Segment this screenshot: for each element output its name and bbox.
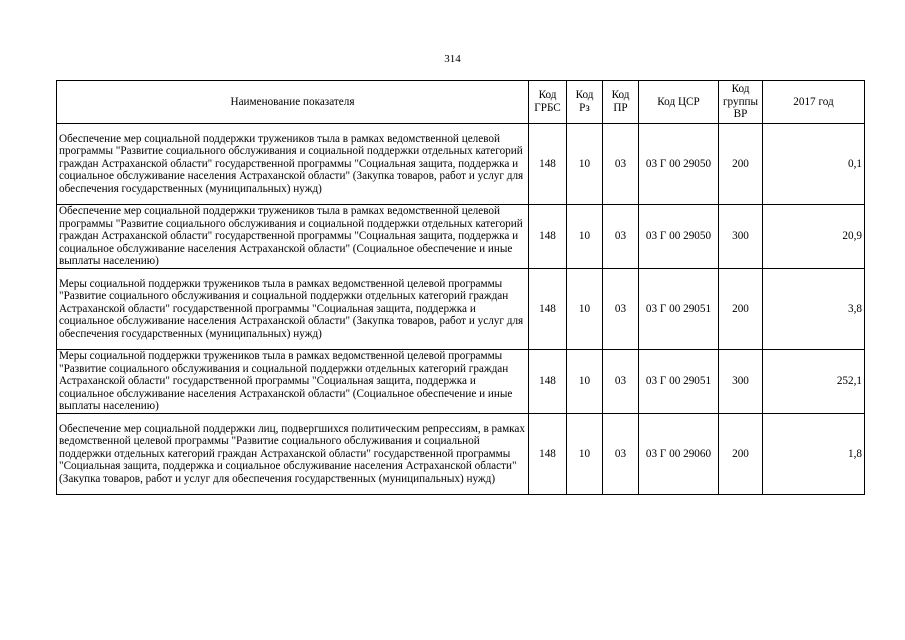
row-rz: 10	[567, 350, 603, 414]
header-csr: Код ЦСР	[639, 81, 719, 124]
row-rz: 10	[567, 124, 603, 205]
header-year: 2017 год	[763, 81, 865, 124]
row-name: Обеспечение мер социальной поддержки лиц, подвергшихся политическим репрессиям, в рамках ведомственной целевой программы "Развитие социального обслуживания и социальной поддержки отдельных категорий граждан Астраханской области" государственной программы "Социальная защита, поддержка и социальное обслуживание населения Астраханской области" (Закупка товаров, работ и услуг для обеспечения государственных (муниципальных) нужд)	[57, 414, 529, 495]
row-amount: 1,8	[763, 414, 865, 495]
row-vr: 200	[719, 414, 763, 495]
header-pr: Код ПР	[603, 81, 639, 124]
row-pr: 03	[603, 269, 639, 350]
row-amount: 20,9	[763, 205, 865, 269]
row-amount: 252,1	[763, 350, 865, 414]
row-amount: 3,8	[763, 269, 865, 350]
row-name: Обеспечение мер социальной поддержки тружеников тыла в рамках ведомственной целевой программы "Развитие социального обслуживания и социальной поддержки отдельных категорий граждан Астраханской области" государственной программы "Социальная защита, поддержка и социальное обслуживание населения Астраханской области" (Закупка товаров, работ и услуг для обеспечения государственных (муниципальных) нужд)	[57, 124, 529, 205]
row-pr: 03	[603, 350, 639, 414]
row-name: Меры социальной поддержки тружеников тыла в рамках ведомственной целевой программы "Развитие социального обслуживания и социальной поддержки отдельных категорий граждан Астраханской области" государственной программы "Социальная защита, поддержка и социальное обслуживание населения Астраханской области" (Социальное обеспечение и иные выплаты населению)	[57, 350, 529, 414]
row-csr: 03 Г 00 29051	[639, 350, 719, 414]
table-header-row	[57, 81, 865, 124]
row-csr: 03 Г 00 29051	[639, 269, 719, 350]
row-name: Обеспечение мер социальной поддержки тружеников тыла в рамках ведомственной целевой программы "Развитие социального обслуживания и социальной поддержки отдельных категорий граждан Астраханской области" государственной программы "Социальная защита, поддержка и социальное обслуживание населения Астраханской области" (Социальное обеспечение и иные выплаты населению)	[57, 205, 529, 269]
row-vr: 300	[719, 350, 763, 414]
row-csr: 03 Г 00 29060	[639, 414, 719, 495]
table-row	[57, 414, 865, 495]
row-grbs: 148	[529, 205, 567, 269]
header-vr: Код группы ВР	[719, 81, 763, 124]
row-amount: 0,1	[763, 124, 865, 205]
page-number: 314	[444, 53, 461, 65]
row-vr: 200	[719, 124, 763, 205]
table-row	[57, 124, 865, 205]
row-rz: 10	[567, 269, 603, 350]
row-name: Меры социальной поддержки тружеников тыла в рамках ведомственной целевой программы "Развитие социального обслуживания и социальной поддержки отдельных категорий граждан Астраханской области" государственной программы "Социальная защита, поддержка и социальное обслуживание населения Астраханской области" (Закупка товаров, работ и услуг для обеспечения государственных (муниципальных) нужд)	[57, 269, 529, 350]
header-name: Наименование показателя	[57, 81, 529, 124]
row-pr: 03	[603, 414, 639, 495]
row-vr: 200	[719, 269, 763, 350]
row-grbs: 148	[529, 124, 567, 205]
table-row	[57, 350, 865, 414]
row-csr: 03 Г 00 29050	[639, 124, 719, 205]
row-vr: 300	[719, 205, 763, 269]
row-rz: 10	[567, 414, 603, 495]
header-grbs: Код ГРБС	[529, 81, 567, 124]
row-grbs: 148	[529, 414, 567, 495]
budget-table	[56, 80, 865, 495]
table-row	[57, 269, 865, 350]
row-grbs: 148	[529, 269, 567, 350]
table-row	[57, 205, 865, 269]
row-csr: 03 Г 00 29050	[639, 205, 719, 269]
row-grbs: 148	[529, 350, 567, 414]
row-rz: 10	[567, 205, 603, 269]
row-pr: 03	[603, 124, 639, 205]
row-pr: 03	[603, 205, 639, 269]
header-rz: Код Рз	[567, 81, 603, 124]
